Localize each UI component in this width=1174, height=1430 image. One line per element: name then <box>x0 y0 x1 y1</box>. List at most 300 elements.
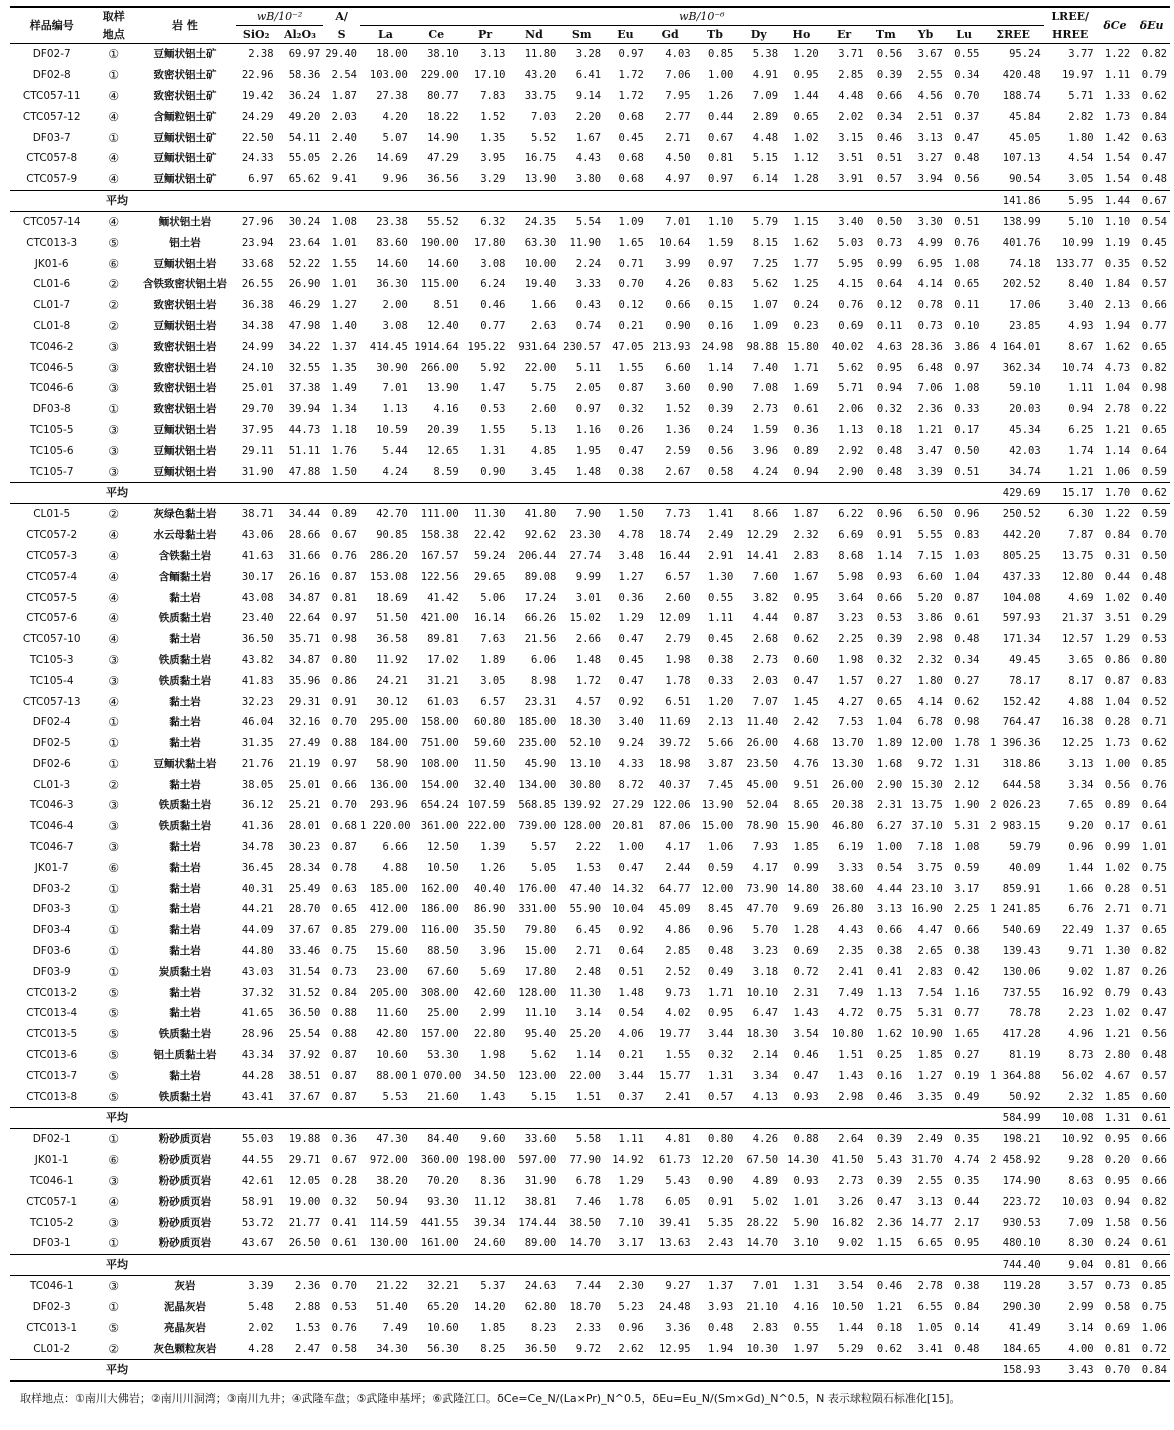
value-cell: 9.27 <box>665 1280 691 1293</box>
value-cell: 0.90 <box>708 1175 734 1188</box>
value-cell: 0.48 <box>1141 173 1167 186</box>
value-cell: 0.62 <box>793 633 819 646</box>
value-cell: 7.83 <box>480 89 506 102</box>
value-cell: 19.88 <box>288 1133 321 1146</box>
sample-id-cell: TC105-2 <box>29 1216 74 1229</box>
value-cell: 4.17 <box>752 861 779 874</box>
value-cell: 0.47 <box>876 1195 903 1208</box>
value-cell: 7.90 <box>575 508 602 521</box>
value-cell: 3.08 <box>480 257 506 270</box>
value-cell: 0.97 <box>331 757 357 770</box>
value-cell: 0.70 <box>331 799 357 812</box>
value-cell: 15.30 <box>911 778 943 791</box>
rock-type-cell: 灰绿色黏土岩 <box>153 508 217 521</box>
value-cell: 3.80 <box>575 173 602 186</box>
table-row <box>10 1024 1170 1045</box>
value-cell: 56.30 <box>427 1342 459 1355</box>
value-cell: 174.44 <box>518 1216 557 1229</box>
value-cell: 39.34 <box>473 1216 506 1229</box>
value-cell: 34.22 <box>288 340 321 353</box>
value-cell: 1.47 <box>480 382 506 395</box>
value-cell: 0.84 <box>1104 529 1131 542</box>
value-cell: 6.14 <box>752 173 779 186</box>
value-cell: 0.76 <box>838 299 864 312</box>
value-cell: 116.00 <box>420 924 459 937</box>
value-cell: 42.70 <box>376 508 408 521</box>
value-cell: 5.03 <box>838 236 864 249</box>
table-row <box>10 857 1170 878</box>
value-cell: 0.65 <box>954 278 980 291</box>
rock-type-cell: 致密状铝土岩 <box>153 403 217 416</box>
value-cell: 78.17 <box>1009 674 1041 687</box>
value-cell: 2.65 <box>917 945 943 958</box>
value-cell: 0.61 <box>793 403 819 416</box>
value-cell: 134.00 <box>518 778 557 791</box>
value-cell: 0.73 <box>331 965 357 978</box>
value-cell: 2.71 <box>1104 903 1131 916</box>
average-value-cell: 0.62 <box>1133 482 1170 503</box>
value-cell: 4.72 <box>838 1007 864 1020</box>
value-cell: 7.93 <box>752 841 779 854</box>
value-cell: 1.43 <box>480 1090 506 1103</box>
value-cell: 0.55 <box>954 48 980 61</box>
rock-type-cell: 黏土岩 <box>169 633 201 646</box>
sample-id-cell: CTC013-5 <box>26 1028 78 1041</box>
table-row <box>10 566 1170 587</box>
value-cell: 3.57 <box>1068 1280 1094 1293</box>
value-cell: 1.37 <box>331 340 357 353</box>
value-cell: 2.91 <box>708 549 734 562</box>
value-cell: 2.36 <box>295 1280 321 1293</box>
value-cell: 9.73 <box>665 986 691 999</box>
value-cell: 1.20 <box>793 48 819 61</box>
value-cell: 4.50 <box>665 152 691 165</box>
value-cell: 7.46 <box>575 1195 602 1208</box>
value-cell: 32.23 <box>241 695 274 708</box>
value-cell: 174.90 <box>1002 1175 1041 1188</box>
value-cell: 1.66 <box>531 299 557 312</box>
table-row <box>10 316 1170 337</box>
value-cell: 16.75 <box>524 152 557 165</box>
value-cell: 0.97 <box>331 612 357 625</box>
sample-id-cell: DF03-6 <box>32 945 71 958</box>
average-value-cell: 158.93 <box>982 1360 1043 1382</box>
value-cell: 0.77 <box>954 1007 980 1020</box>
value-cell: 35.71 <box>288 633 321 646</box>
value-cell: 360.00 <box>420 1154 459 1167</box>
sample-id-cell: JK01-6 <box>34 257 69 270</box>
value-cell: 0.73 <box>876 236 903 249</box>
value-cell: 0.27 <box>876 674 903 687</box>
value-cell: 18.98 <box>659 757 691 770</box>
value-cell: 0.47 <box>954 131 980 144</box>
value-cell: 1.95 <box>575 444 602 457</box>
value-cell: 0.75 <box>1141 1301 1167 1314</box>
value-cell: 4.14 <box>917 695 943 708</box>
value-cell: 7.01 <box>382 382 408 395</box>
value-cell: 0.98 <box>331 633 357 646</box>
value-cell: 41.36 <box>241 820 274 833</box>
value-cell: 2.24 <box>575 257 602 270</box>
value-cell: 1.87 <box>793 508 819 521</box>
value-cell: 4.56 <box>917 89 943 102</box>
value-cell: 222.00 <box>467 820 506 833</box>
value-cell: 0.97 <box>708 173 734 186</box>
value-cell: 1.09 <box>752 319 779 332</box>
value-cell: 1.42 <box>1104 131 1131 144</box>
value-cell: 11.12 <box>473 1195 506 1208</box>
header-rock-type: 岩 性 <box>172 19 198 32</box>
value-cell: 2.23 <box>1068 1007 1094 1020</box>
value-cell: 34.38 <box>241 319 274 332</box>
value-cell: 18.69 <box>376 591 408 604</box>
value-cell: 1.53 <box>575 861 602 874</box>
value-cell: 0.84 <box>331 986 357 999</box>
value-cell: 0.92 <box>618 695 644 708</box>
value-cell: 5.75 <box>531 382 557 395</box>
value-cell: 5.15 <box>531 1090 557 1103</box>
value-cell: 1.12 <box>793 152 819 165</box>
value-cell: 1.16 <box>575 423 602 436</box>
value-cell: 23.94 <box>241 236 274 249</box>
table-row <box>10 525 1170 546</box>
value-cell: 43.06 <box>241 529 274 542</box>
value-cell: 22.00 <box>524 361 557 374</box>
value-cell: 2.52 <box>665 965 691 978</box>
average-value-cell: 0.84 <box>1133 1360 1170 1382</box>
sample-id-cell: DF02-5 <box>32 737 71 750</box>
value-cell: 2.82 <box>1068 110 1094 123</box>
value-cell: 5.11 <box>575 361 602 374</box>
value-cell: 11.90 <box>569 236 602 249</box>
table-row <box>10 754 1170 775</box>
site-cell: ③ <box>108 673 120 688</box>
site-cell: ③ <box>108 819 120 834</box>
value-cell: 46.80 <box>831 820 864 833</box>
value-cell: 5.10 <box>1068 215 1094 228</box>
value-cell: 2.79 <box>665 633 691 646</box>
value-cell: 0.24 <box>708 423 734 436</box>
value-cell: 0.18 <box>876 1321 903 1334</box>
value-cell: 26.55 <box>241 278 274 291</box>
value-cell: 206.44 <box>518 549 557 562</box>
value-cell: 0.11 <box>954 299 980 312</box>
sample-id-cell: CL01-5 <box>33 508 71 521</box>
sample-id-cell: TC046-7 <box>29 841 74 854</box>
value-cell: 0.66 <box>1141 1154 1167 1167</box>
value-cell: 4.44 <box>752 612 779 625</box>
value-cell: 4.17 <box>665 841 691 854</box>
value-cell: 21.22 <box>376 1280 408 1293</box>
value-cell: 0.32 <box>331 1195 357 1208</box>
value-cell: 2.43 <box>708 1237 734 1250</box>
value-cell: 0.25 <box>876 1049 903 1062</box>
value-cell: 30.24 <box>288 215 321 228</box>
value-cell: 11.50 <box>473 757 506 770</box>
value-cell: 9.24 <box>618 737 644 750</box>
value-cell: 26.50 <box>288 1237 321 1250</box>
value-cell: 5.57 <box>531 841 557 854</box>
value-cell: 128.00 <box>563 820 602 833</box>
ree-table-container <box>10 6 1170 1406</box>
site-cell: ④ <box>108 590 120 605</box>
value-cell: 0.11 <box>876 319 903 332</box>
value-cell: 12.00 <box>911 737 943 750</box>
value-cell: 44.73 <box>288 423 321 436</box>
value-cell: 47.98 <box>288 319 321 332</box>
value-cell: 36.50 <box>288 1007 321 1020</box>
value-cell: 18.30 <box>746 1028 779 1041</box>
value-cell: 24.21 <box>376 674 408 687</box>
header-col-sum-ree: ΣREE <box>996 28 1030 41</box>
sample-id-cell: DF03-9 <box>32 965 71 978</box>
value-cell: 13.90 <box>701 799 734 812</box>
value-cell: 0.28 <box>1104 716 1131 729</box>
table-row <box>10 399 1170 420</box>
rock-type-cell: 黏土岩 <box>169 924 201 937</box>
value-cell: 7.60 <box>752 570 779 583</box>
value-cell: 0.66 <box>1141 1133 1167 1146</box>
value-cell: 13.10 <box>569 757 602 770</box>
value-cell: 1.65 <box>954 1028 980 1041</box>
value-cell: 2.41 <box>665 1090 691 1103</box>
value-cell: 421.00 <box>420 612 459 625</box>
value-cell: 0.63 <box>331 882 357 895</box>
value-cell: 412.00 <box>369 903 408 916</box>
value-cell: 41.42 <box>427 591 459 604</box>
site-cell: ④ <box>108 632 120 647</box>
value-cell: 185.00 <box>518 716 557 729</box>
value-cell: 0.87 <box>1104 674 1131 687</box>
average-value-cell: 0.67 <box>1133 190 1170 211</box>
value-cell: 0.97 <box>575 403 602 416</box>
value-cell: 28.34 <box>288 861 321 874</box>
value-cell: 32.16 <box>288 716 321 729</box>
value-cell: 2.73 <box>752 653 779 666</box>
value-cell: 0.94 <box>1068 403 1094 416</box>
value-cell: 8.45 <box>708 903 734 916</box>
value-cell: 12.57 <box>1061 633 1094 646</box>
sample-id-cell: DF03-2 <box>32 882 71 895</box>
value-cell: 32.21 <box>427 1280 459 1293</box>
value-cell: 1.34 <box>331 403 357 416</box>
value-cell: 13.90 <box>524 173 557 186</box>
value-cell: 0.57 <box>708 1090 734 1103</box>
site-cell: ④ <box>108 569 120 584</box>
value-cell: 1.80 <box>1068 131 1094 144</box>
value-cell: 1.11 <box>1104 69 1131 82</box>
site-cell: ① <box>108 902 120 917</box>
value-cell: 44.55 <box>241 1154 274 1167</box>
value-cell: 89.81 <box>427 633 459 646</box>
value-cell: 1.85 <box>793 841 819 854</box>
sample-id-cell: TC046-5 <box>29 361 74 374</box>
value-cell: 2.99 <box>480 1007 506 1020</box>
value-cell: 27.38 <box>376 89 408 102</box>
value-cell: 107.59 <box>467 799 506 812</box>
value-cell: 1.43 <box>793 1007 819 1020</box>
value-cell: 25.00 <box>427 1007 459 1020</box>
header-col-ce: Ce <box>428 28 445 41</box>
sample-id-cell: CL01-8 <box>33 319 71 332</box>
value-cell: 16.14 <box>473 612 506 625</box>
value-cell: 3.48 <box>618 549 644 562</box>
value-cell: 0.87 <box>793 612 819 625</box>
value-cell: 3.44 <box>618 1069 644 1082</box>
value-cell: 5.43 <box>665 1175 691 1188</box>
footnote: 取样地点：①南川大佛岩；②南川川洞湾；③南川九井；④武隆车盘；⑤武隆申基坪；⑥武隆江口。δCe=Ce_N/(La×Pr)_N^0.5，δEu=Eu_N/(Sm×Gd)_N^0.5，N 表示球粒陨石标准化[15]。 <box>20 1392 961 1406</box>
sample-id-cell: TC046-4 <box>29 820 74 833</box>
value-cell: 7.73 <box>665 508 691 521</box>
value-cell: 0.32 <box>708 1049 734 1062</box>
table-row <box>10 816 1170 837</box>
value-cell: 9.96 <box>382 173 408 186</box>
sample-id-cell: CTC057-14 <box>22 215 81 228</box>
value-cell: 8.66 <box>752 508 779 521</box>
value-cell: 64.77 <box>659 882 691 895</box>
value-cell: 3.26 <box>838 1195 864 1208</box>
value-cell: 2.77 <box>665 110 691 123</box>
value-cell: 17.80 <box>473 236 506 249</box>
value-cell: 0.23 <box>793 319 819 332</box>
average-value-cell: 3.43 <box>1044 1360 1097 1382</box>
sample-id-cell: TC105-6 <box>29 444 74 457</box>
header-col-lu: Lu <box>956 28 973 41</box>
site-cell: ③ <box>108 464 120 479</box>
rock-type-cell: 黏土岩 <box>169 945 201 958</box>
value-cell: 3.08 <box>382 319 408 332</box>
value-cell: 67.60 <box>427 965 459 978</box>
value-cell: 0.68 <box>618 110 644 123</box>
value-cell: 122.56 <box>420 570 459 583</box>
value-cell: 0.49 <box>708 965 734 978</box>
value-cell: 51.50 <box>376 612 408 625</box>
value-cell: 41.83 <box>241 674 274 687</box>
value-cell: 9.72 <box>575 1342 602 1355</box>
value-cell: 61.03 <box>427 695 459 708</box>
value-cell: 69.97 <box>288 48 321 61</box>
value-cell: 0.95 <box>793 591 819 604</box>
value-cell: 859.91 <box>1002 882 1041 895</box>
rock-type-cell: 灰色颗粒灰岩 <box>153 1342 217 1355</box>
sample-id-cell: DF02-1 <box>32 1133 71 1146</box>
table-row <box>10 65 1170 86</box>
value-cell: 0.62 <box>1141 737 1167 750</box>
value-cell: 190.00 <box>420 236 459 249</box>
value-cell: 0.75 <box>876 1007 903 1020</box>
value-cell: 8.67 <box>1068 340 1094 353</box>
value-cell: 0.50 <box>876 215 903 228</box>
value-cell: 2.25 <box>954 903 980 916</box>
value-cell: 0.92 <box>618 924 644 937</box>
value-cell: 2.71 <box>575 945 602 958</box>
value-cell: 0.12 <box>876 299 903 312</box>
value-cell: 24.48 <box>659 1301 691 1314</box>
value-cell: 14.80 <box>787 882 819 895</box>
value-cell: 23.30 <box>569 529 602 542</box>
value-cell: 597.00 <box>518 1154 557 1167</box>
header-site-line2: 地点 <box>102 27 125 41</box>
value-cell: 0.95 <box>793 69 819 82</box>
value-cell: 597.93 <box>1002 612 1041 625</box>
value-cell: 5.43 <box>876 1154 903 1167</box>
value-cell: 0.45 <box>618 131 644 144</box>
value-cell: 1.22 <box>1104 508 1131 521</box>
value-cell: 7.15 <box>917 549 943 562</box>
value-cell: 1.98 <box>665 653 691 666</box>
value-cell: 1.13 <box>838 423 864 436</box>
value-cell: 19.97 <box>1061 69 1094 82</box>
value-cell: 930.53 <box>1002 1216 1041 1229</box>
value-cell: 92.62 <box>524 529 557 542</box>
value-cell: 2.85 <box>665 945 691 958</box>
value-cell: 1.22 <box>1104 48 1131 61</box>
value-cell: 0.48 <box>708 1321 734 1334</box>
value-cell: 0.98 <box>954 716 980 729</box>
value-cell: 290.30 <box>1002 1301 1041 1314</box>
table-row <box>10 774 1170 795</box>
value-cell: 0.71 <box>1141 716 1167 729</box>
value-cell: 4.16 <box>433 403 459 416</box>
table-body <box>10 44 1170 1382</box>
value-cell: 1.69 <box>793 382 819 395</box>
value-cell: 37.67 <box>288 924 321 937</box>
value-cell: 1.67 <box>793 570 819 583</box>
value-cell: 37.95 <box>241 423 274 436</box>
value-cell: 43.41 <box>241 1090 274 1103</box>
value-cell: 7.95 <box>665 89 691 102</box>
value-cell: 6.05 <box>665 1195 691 1208</box>
value-cell: 0.91 <box>331 695 357 708</box>
value-cell: 0.93 <box>876 570 903 583</box>
average-value-cell: 10.08 <box>1044 1108 1097 1129</box>
value-cell: 0.47 <box>1141 152 1167 165</box>
rock-type-cell: 豆鲕状铝土岩 <box>153 257 217 270</box>
value-cell: 0.36 <box>618 591 644 604</box>
value-cell: 13.63 <box>659 1237 691 1250</box>
value-cell: 20.39 <box>427 423 459 436</box>
value-cell: 401.76 <box>1002 236 1041 249</box>
sample-id-cell: CTC013-3 <box>26 236 78 249</box>
value-cell: 1.45 <box>793 695 819 708</box>
value-cell: 7.87 <box>1068 529 1094 542</box>
value-cell: 1.06 <box>1104 465 1131 478</box>
value-cell: 318.86 <box>1002 757 1041 770</box>
table-row <box>10 295 1170 316</box>
value-cell: 5.48 <box>248 1301 274 1314</box>
value-cell: 0.33 <box>708 674 734 687</box>
site-cell: ② <box>108 298 120 313</box>
value-cell: 6.65 <box>917 1237 943 1250</box>
value-cell: 8.25 <box>480 1342 506 1355</box>
value-cell: 0.76 <box>1141 778 1167 791</box>
value-cell: 61.73 <box>659 1154 691 1167</box>
table-row <box>10 148 1170 169</box>
sample-id-cell: CTC013-6 <box>26 1049 78 1062</box>
value-cell: 2.90 <box>838 465 864 478</box>
value-cell: 0.65 <box>1141 340 1167 353</box>
site-cell: ④ <box>108 548 120 563</box>
value-cell: 6.48 <box>917 361 943 374</box>
value-cell: 2.31 <box>793 986 819 999</box>
value-cell: 40.31 <box>241 882 274 895</box>
site-cell: ⑥ <box>108 1153 120 1168</box>
value-cell: 0.66 <box>876 89 903 102</box>
header-col-pr: Pr <box>478 28 493 41</box>
sample-id-cell: TC105-7 <box>29 465 74 478</box>
value-cell: 1.28 <box>793 924 819 937</box>
value-cell: 49.20 <box>288 110 321 123</box>
